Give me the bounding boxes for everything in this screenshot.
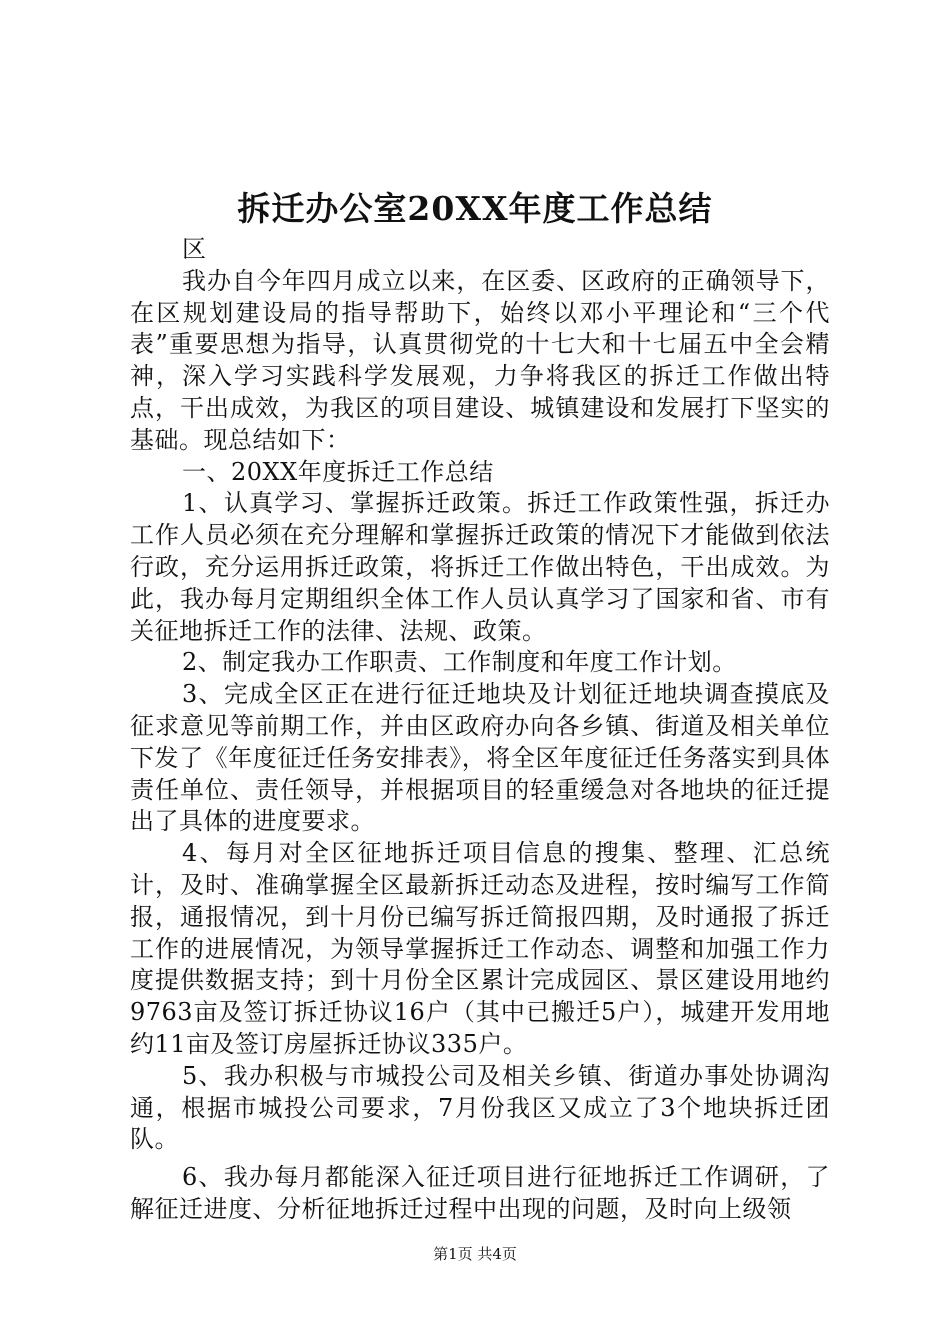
paragraph-recipient: 区: [182, 235, 207, 263]
document-title: 拆迁办公室20XX年度工作总结: [237, 189, 713, 228]
paragraph-item-1: 1、认真学习、掌握拆迁政策。拆迁工作政策性强，拆迁办工作人员必须在充分理解和掌握拆迁政策的情况下才能做到依法行政，充分运用拆迁政策，将拆迁工作做出特色，干出成效。为此，我办每月定期组织全体工作人员认真学习了国家和省、市有关征地拆迁工作的法律、法规、政策。: [130, 489, 830, 645]
paragraph-item-3: 3、完成全区正在进行征迁地块及计划征迁地块调查摸底及征求意见等前期工作，并由区政府办向各乡镇、街道及相关单位下发了《年度征迁任务安排表》，将全区年度征迁任务落实到具体责任单位、责任领导，并根据项目的轻重缓急对各地块的征迁提出了具体的进度要求。: [130, 680, 830, 836]
paragraph-intro: 我办自今年四月成立以来，在区委、区政府的正确领导下，在区规划建设局的指导帮助下，始终以邓小平理论和“三个代表”重要思想为指导，认真贯彻党的十七大和十七届五中全会精神，深入学习实践科学发展观，力争将我区的拆迁工作做出特点，干出成效，为我区的项目建设、城镇建设和发展打下坚实的基础。现总结如下：: [130, 266, 830, 454]
document-body: [130, 234, 830, 1226]
paragraph-item-5: 5、我办积极与市城投公司及相关乡镇、街道办事处协调沟通，根据市城投公司要求，7月份我区又成立了3个地块拆迁团队。: [130, 1061, 830, 1154]
paragraph-item-4: 4、每月对全区征地拆迁项目信息的搜集、整理、汇总统计，及时、准确掌握全区最新拆迁动态及进程，按时编写工作简报，通报情况，到十月份已编写拆迁简报四期，及时通报了拆迁工作的进展情况，为领导掌握拆迁工作动态、调整和加强工作力度提供数据支持；到十月份全区累计完成园区、景区建设用地约9763亩及签订拆迁协议16户（其中已搬迁5户），城建开发用地约11亩及签订房屋拆迁协议335户。: [130, 839, 830, 1058]
section-heading: 一、20XX年度拆迁工作总结: [182, 457, 494, 486]
paragraph-item-2: 2、制定我办工作职责、工作制度和年度工作计划。: [182, 648, 737, 677]
paragraph-item-6: 6、我办每月都能深入征迁项目进行征地拆迁工作调研，了解征迁进度、分析征地拆迁过程中出现的问题，及时向上级领: [130, 1163, 830, 1223]
page-number-footer: 第1页 共4页: [433, 1245, 517, 1263]
